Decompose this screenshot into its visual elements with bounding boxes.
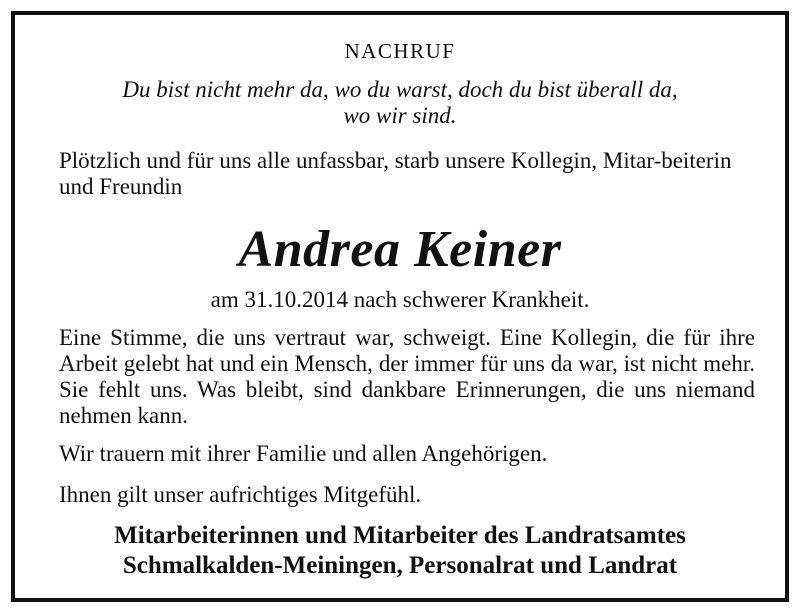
intro-text: Plötzlich und für uns alle unfassbar, starb unsere Kollegin, Mitar-beiterin und Freundin [59,148,732,199]
motto-line-1: Du bist nicht mehr da, wo du warst, doch du bist überall da, [122,77,678,102]
obituary-notice [11,11,789,602]
death-date-line: am 31.10.2014 nach schwerer Krankheit. [210,287,590,312]
signature-line-1: Mitarbeiterinnen und Mitarbeiter des Landratsamtes [114,522,686,549]
notice-heading: NACHRUF [344,39,456,63]
sympathy-line: Ihnen gilt unser aufrichtiges Mitgefühl. [59,482,422,507]
memorial-motto [55,77,745,129]
tribute-text: Eine Stimme, die uns vertraut war, schweigt. Eine Kollegin, die für ihre Arbeit gelebt hat und ein Mensch, der immer für uns da war, ist nicht mehr. Sie fehlt uns. Was bleibt, sind dankbare Erinnerungen, die uns niemand nehmen kann. [59,325,755,428]
mourning-line: Wir trauern mit ihrer Familie und allen Angehörigen. [59,441,548,466]
deceased-name: Andrea Keiner [238,221,562,278]
motto-line-2: wo wir sind. [343,103,457,128]
signature-block [15,521,785,581]
signature-line-2: Schmalkalden-Meiningen, Personalrat und Landrat [122,552,678,579]
